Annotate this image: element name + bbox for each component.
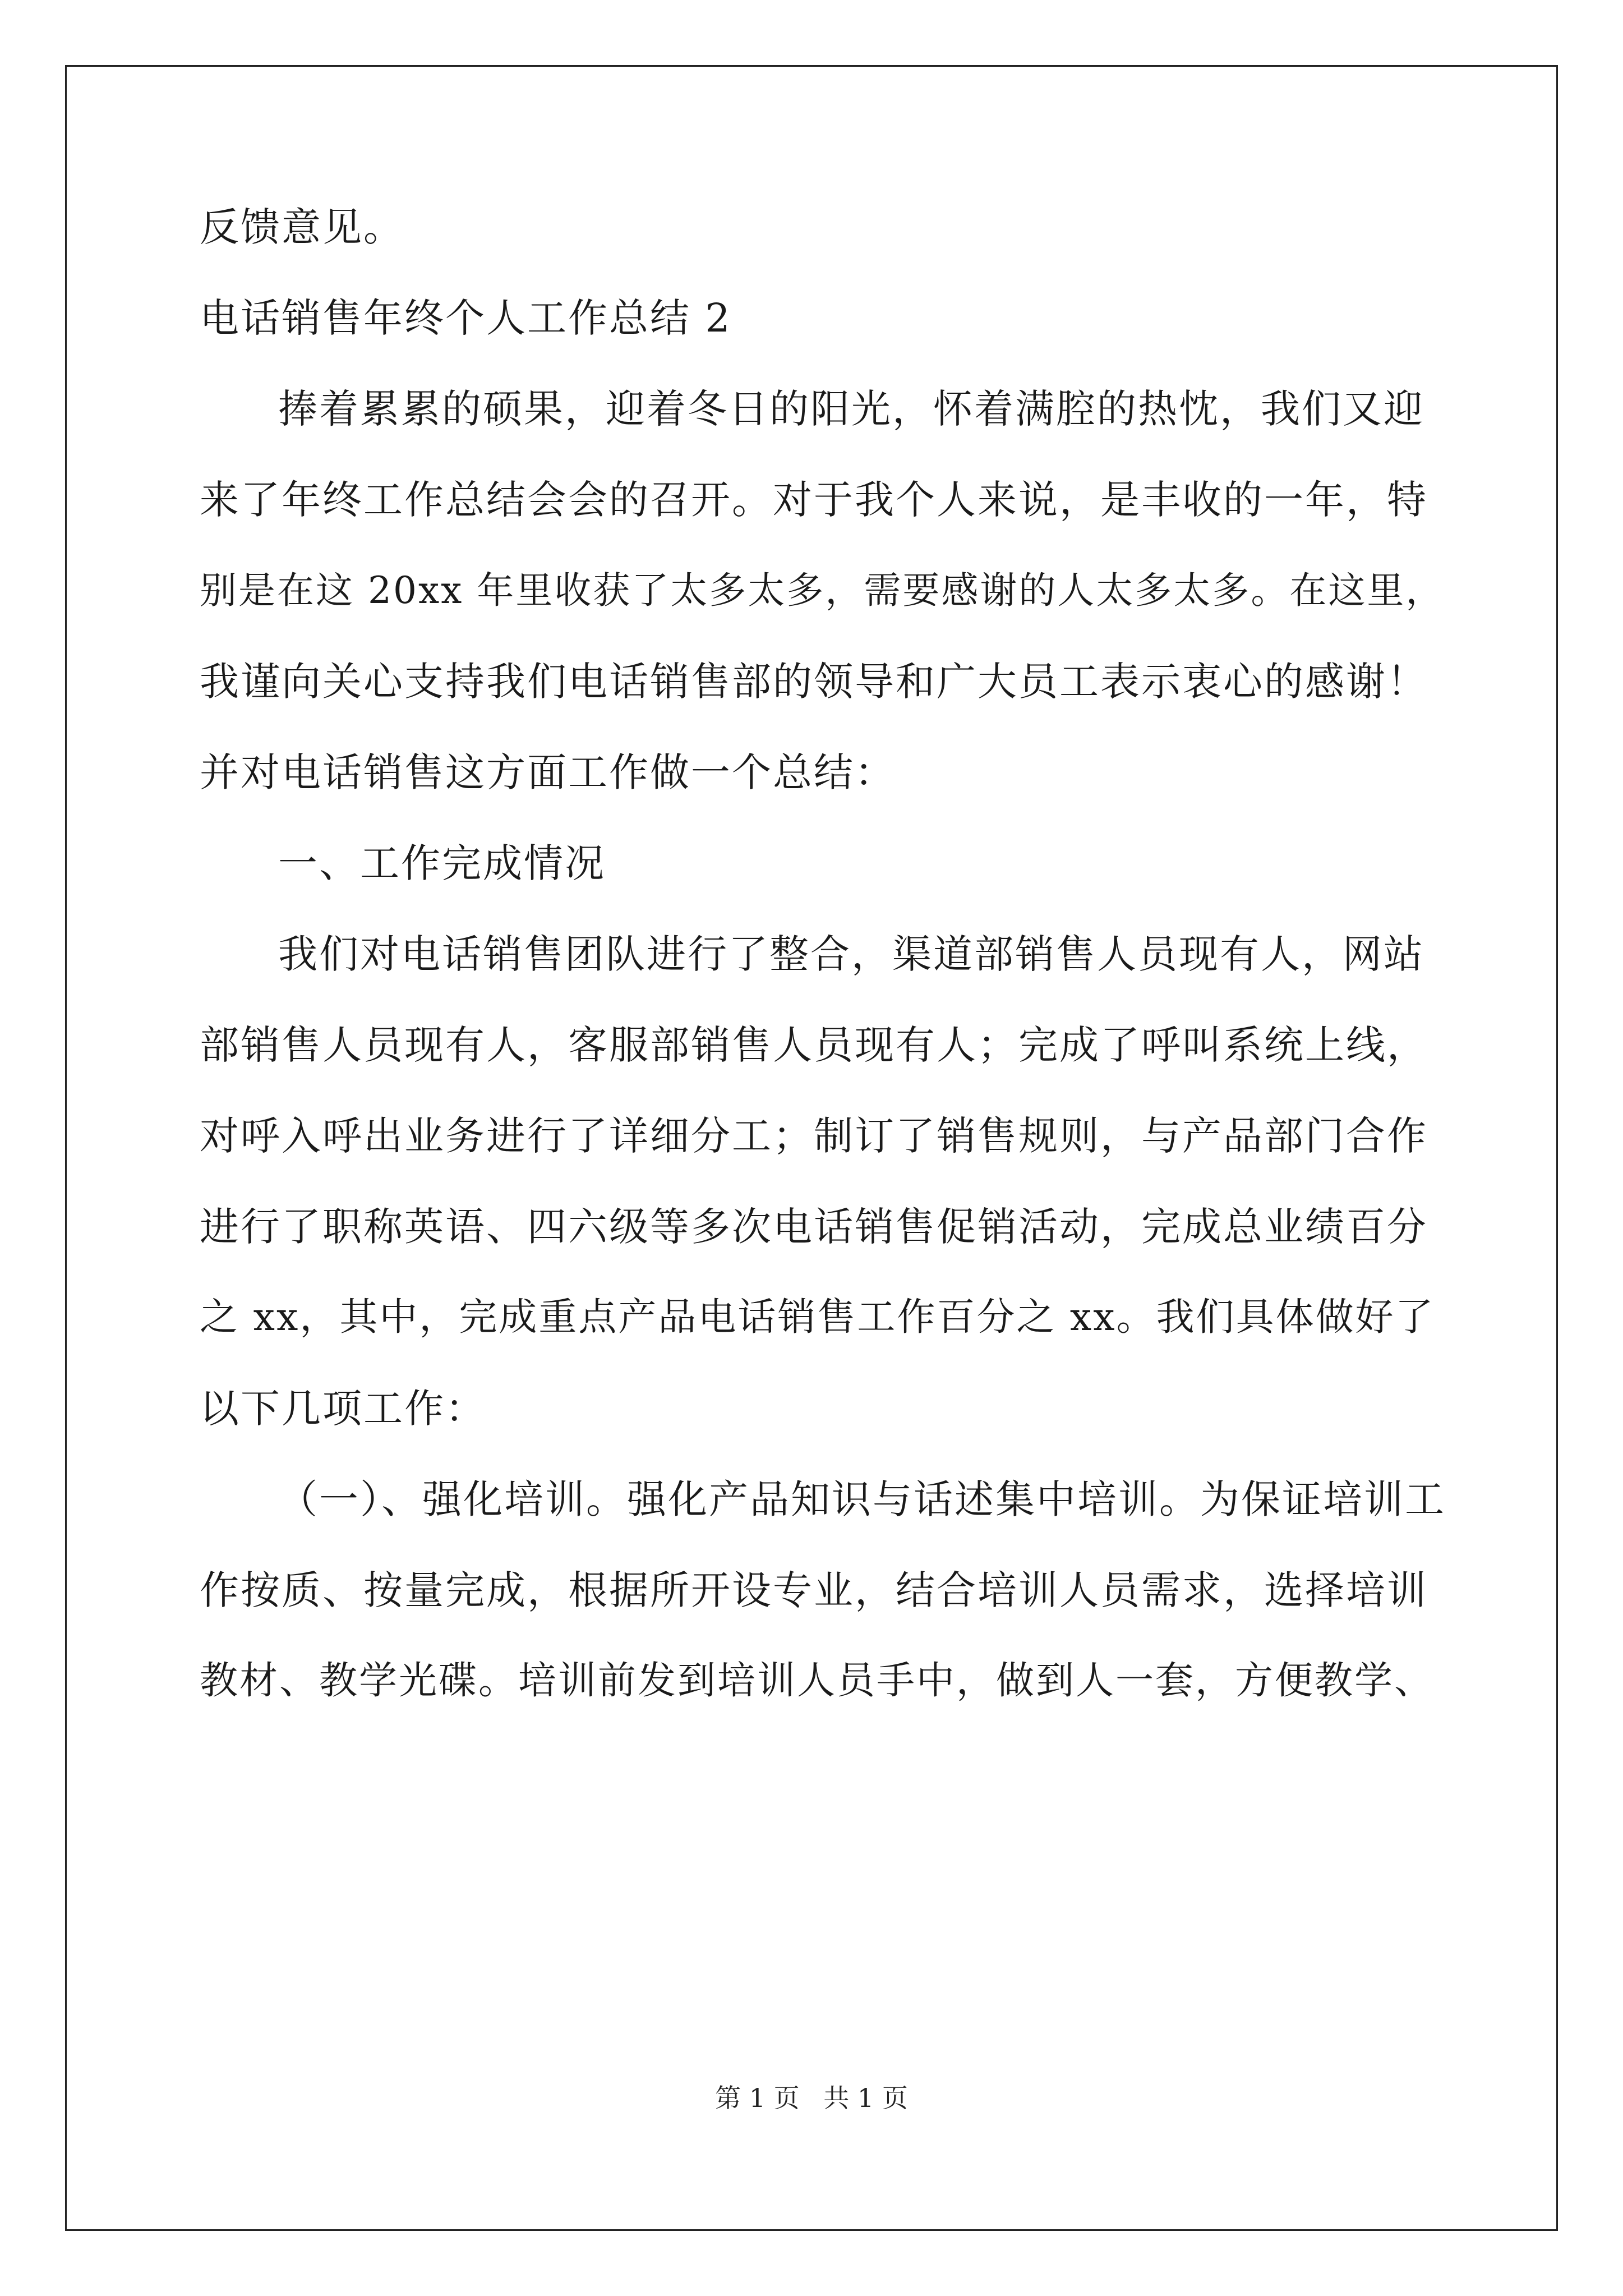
section-title: 电话销售年终个人工作总结 2: [200, 295, 732, 341]
text-line: 我谨向关心支持我们电话销售部的领导和广大员工表示衷心的感谢！: [200, 659, 1428, 705]
text-line: 教材、教学光碟。培训前发到培训人员手中，做到人一套，方便教学、: [200, 1659, 1435, 1703]
text-line: 我们对电话销售团队进行了整合，渠道部销售人员现有人，网站: [278, 931, 1424, 977]
text-line: 来了年终工作总结会会的召开。对于我个人来说，是丰收的一年，特: [200, 477, 1428, 523]
text-line: 作按质、按量完成，根据所开设专业，结合培训人员需求，选择培训: [200, 1567, 1428, 1613]
text-line: 对呼入呼出业务进行了详细分工；制订了销售规则，与产品部门合作: [200, 1113, 1428, 1159]
text-line: 并对电话销售这方面工作做一个总结：: [200, 749, 896, 795]
page-total: 共 1 页: [823, 2083, 908, 2113]
text-line: 捧着累累的硕果，迎着冬日的阳光，怀着满腔的热忱，我们又迎: [278, 386, 1424, 432]
text-line: （一）、强化培训。强化产品知识与话述集中培训。为保证培训工: [278, 1476, 1446, 1522]
subsection-heading: 一、工作完成情况: [278, 840, 606, 886]
text-line: 部销售人员现有人，客服部销售人员现有人；完成了呼叫系统上线，: [200, 1022, 1428, 1068]
text-line: 反馈意见。: [200, 204, 404, 250]
text-line: 进行了职称英语、四六级等多次电话销售促销活动，完成总业绩百分: [200, 1204, 1428, 1250]
page-footer: [0, 2081, 1623, 2115]
page-number: 第 1 页: [715, 2083, 800, 2113]
text-line: 别是在这 20xx 年里收获了太多太多，需要感谢的人太多太多。在这里，: [200, 569, 1445, 612]
text-line: 之 xx，其中，完成重点产品电话销售工作百分之 xx。我们具体做好了: [200, 1295, 1435, 1340]
text-line: 以下几项工作：: [200, 1386, 486, 1432]
